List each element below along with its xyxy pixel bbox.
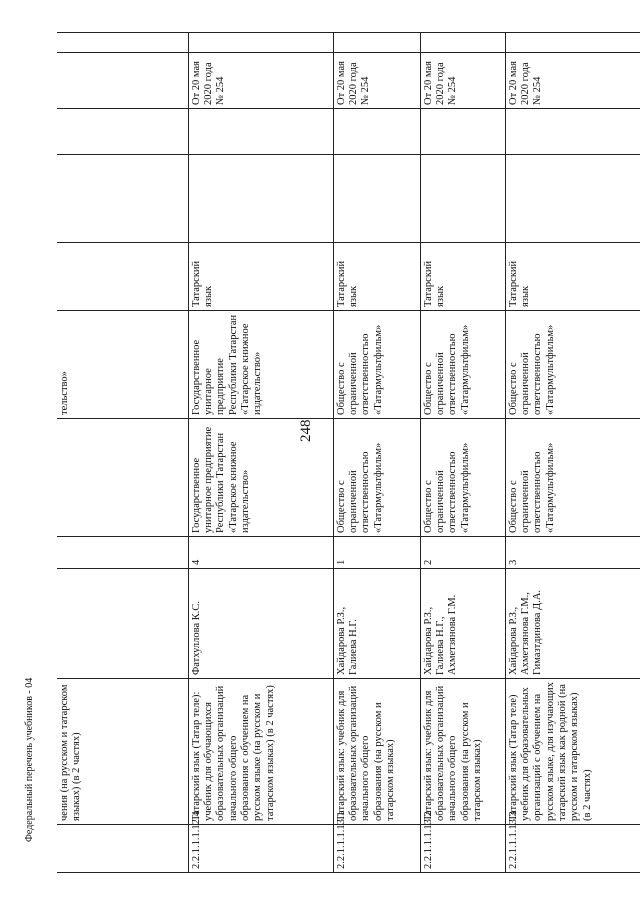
table-row bbox=[57, 33, 188, 873]
title-cell: Татарский язык: учебник для образовательных организаций начального общего образования (на русском и татарском языках) bbox=[333, 679, 420, 825]
table-row bbox=[333, 33, 420, 873]
grade-cell: 2 bbox=[420, 537, 505, 569]
publisher2-cell: Государственное унитарное предприятие Республики Татарстан «Татарское книжное издательство» bbox=[188, 311, 333, 419]
publisher-cell: Общество с ограниченной ответственностью «Татармультфильм» bbox=[420, 419, 505, 537]
order-cell: От 20 мая 2020 года № 254 bbox=[188, 53, 333, 109]
language-cell: Татарский язык bbox=[505, 243, 640, 311]
authors-cell: Фатхуллова К.С. bbox=[188, 569, 333, 679]
title-cell: Татарский язык (Татар теле) учебник для образовательных организаций с обучением на русском языке, для изучающих татарский язык как родной (на русском и татарском языках) (в 2 частях) bbox=[505, 679, 640, 825]
order-cell: От 20 мая 2020 года № 254 bbox=[420, 53, 505, 109]
textbook-table bbox=[57, 32, 640, 873]
publisher2-cell: Общество с ограниченной ответственностью «Татармультфильм» bbox=[505, 311, 640, 419]
footer-text: Федеральный перечень учебников - 04 bbox=[24, 677, 35, 842]
language-cell: Татарский язык bbox=[333, 243, 420, 311]
publisher-cell: Общество с ограниченной ответственностью «Татармультфильм» bbox=[505, 419, 640, 537]
title-cell: чения (на русском и татарском языках) (в 2 частях) bbox=[57, 679, 188, 825]
authors-cell: Хайдарова Р.З., Ахметзянова Г.М., Гимазтдинова Д.А. bbox=[505, 569, 640, 679]
code-cell: 2.2.1.1.1.13.3 bbox=[505, 825, 640, 873]
publisher-cell: Общество с ограниченной ответственностью «Татармультфильм» bbox=[333, 419, 420, 537]
grade-cell: 1 bbox=[333, 537, 420, 569]
order-cell: От 20 мая 2020 года № 254 bbox=[505, 53, 640, 109]
publisher2-cell: Общество с ограниченной ответственностью «Татармультфильм» bbox=[420, 311, 505, 419]
grade-cell: 3 bbox=[505, 537, 640, 569]
page-number: 248 bbox=[298, 419, 314, 442]
code-cell: 2.2.1.1.1.13.2 bbox=[420, 825, 505, 873]
title-cell: Татарский язык (Татар теле): учебник для обучающихся образовательных организаций начального общего образования с обучением на русском языке (на русском и татарском языках) (в 2 частях) bbox=[188, 679, 333, 825]
authors-cell: Хайдарова Р.З., Галиева Н.Г., Ахметзянова Г.М. bbox=[420, 569, 505, 679]
grade-cell: 4 bbox=[188, 537, 333, 569]
table-row bbox=[420, 33, 505, 873]
publisher-cell: Государственное унитарное предприятие Республики Татарстан «Татарское книжное издательство» bbox=[188, 419, 333, 537]
language-cell: Татарский язык bbox=[188, 243, 333, 311]
language-cell: Татарский язык bbox=[420, 243, 505, 311]
code-cell: 2.2.1.1.1.13.1 bbox=[333, 825, 420, 873]
table-row bbox=[505, 33, 640, 873]
rotated-table-wrapper bbox=[57, 33, 640, 873]
code-cell: 2.2.1.1.1.12.4 bbox=[188, 825, 333, 873]
table-row bbox=[188, 33, 333, 873]
order-cell: От 20 мая 2020 года № 254 bbox=[333, 53, 420, 109]
publisher-cell: тельство» bbox=[57, 311, 188, 419]
title-cell: Татарский язык: учебник для образовательных организаций начального общего образования (на русском и татарском языках) bbox=[420, 679, 505, 825]
publisher2-cell: Общество с ограниченной ответственностью «Татармультфильм» bbox=[333, 311, 420, 419]
authors-cell: Хайдарова Р.З., Галиева Н.Г. bbox=[333, 569, 420, 679]
